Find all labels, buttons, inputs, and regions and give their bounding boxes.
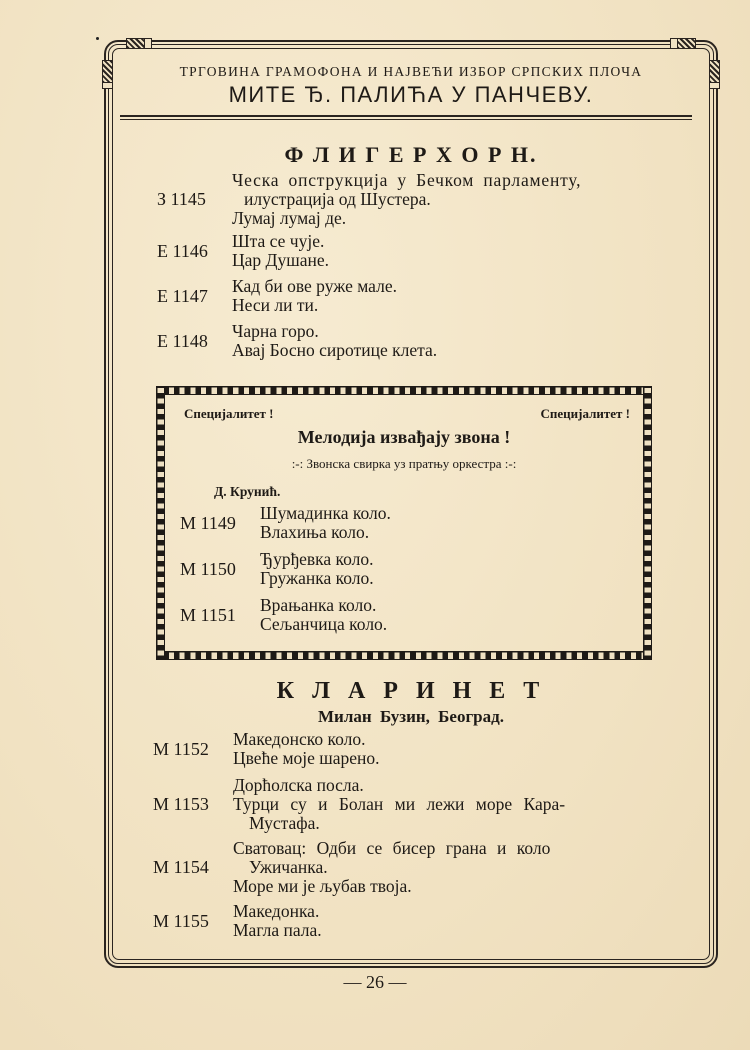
record-title: Дорћолска посла. — [233, 775, 364, 795]
header-divider-thin — [120, 119, 692, 120]
store-tagline: ТРГОВИНА ГРАМОФОНА И НАЈВЕЋИ ИЗБОР СРПСКИХ ПЛОЧА — [179, 64, 643, 79]
record-title: Неси ли ти. — [232, 295, 319, 315]
record-title: Ужичанка. — [249, 857, 328, 877]
specialty-subtitle: :-: Звонска свирка уз пратњу оркестра :-: — [291, 456, 517, 471]
square-border-icon — [156, 386, 652, 395]
record-title: Сватовац: Одби се бисер грана и коло — [233, 838, 551, 858]
record-title: Цар Душане. — [232, 250, 329, 270]
record-title: Влахиња коло. — [260, 522, 370, 542]
record-title: Ческа опструкција у Бечком парламенту, — [232, 170, 582, 190]
record-entry — [180, 550, 620, 588]
record-code: Е 1146 — [157, 240, 208, 261]
record-entry — [180, 504, 620, 542]
section-title-clarinet: К Л А Р И Н Е Т — [276, 678, 546, 704]
record-code: Е 1148 — [157, 330, 208, 351]
record-entry — [157, 277, 657, 315]
ink-speck — [96, 37, 99, 40]
record-title: Чарна горо. — [232, 321, 319, 341]
square-border-icon — [156, 651, 652, 660]
hatch-ornament-icon — [102, 60, 113, 84]
page-number: — 26 — — [343, 972, 407, 992]
flugelhorn-list — [157, 171, 657, 366]
record-entry — [153, 902, 653, 940]
record-entry — [153, 839, 653, 896]
section-title-flugelhorn: Ф Л И Г Е Р Х О Р Н. — [284, 142, 538, 167]
record-entry — [153, 776, 653, 833]
record-title: Море ми је љубав твоја. — [233, 876, 412, 896]
record-code: М 1149 — [180, 512, 236, 533]
record-code: М 1152 — [153, 738, 209, 759]
record-title: Шумадинка коло. — [260, 503, 391, 523]
record-code: М 1155 — [153, 910, 209, 931]
hatch-ornament-icon — [709, 60, 720, 84]
clarinet-list — [153, 730, 653, 946]
record-title: Кад би ове руже мале. — [232, 276, 397, 296]
record-title: Турци су и Болан ми лежи море Кара- — [233, 794, 566, 814]
record-entry — [157, 322, 657, 360]
record-title: Гружанка коло. — [260, 568, 374, 588]
record-title: Лумај лумај де. — [232, 208, 347, 228]
record-code: М 1154 — [153, 857, 209, 877]
record-title: илустрација од Шустера. — [244, 189, 431, 209]
specialty-artist: Д. Крунић. — [214, 484, 281, 499]
clarinet-artist: Милан Бузин, Београд. — [318, 707, 504, 726]
record-title: Мустафа. — [249, 813, 320, 833]
header-divider — [120, 115, 692, 117]
record-entry — [153, 730, 653, 768]
record-code: М 1150 — [180, 558, 236, 579]
record-code: М 1153 — [153, 794, 209, 814]
record-code: Е 1147 — [157, 285, 208, 306]
specialty-label-left: Специјалитет ! — [184, 406, 274, 421]
record-entry — [157, 232, 657, 270]
record-title: Ђурђевка коло. — [260, 549, 374, 569]
record-title: Магла пала. — [233, 920, 322, 940]
record-title: Македонско коло. — [233, 729, 366, 749]
record-entry — [180, 596, 620, 634]
record-title: Врањанка коло. — [260, 595, 377, 615]
record-title: Шта се чује. — [232, 231, 325, 251]
record-title: Македонка. — [233, 901, 320, 921]
record-code: З 1145 — [157, 189, 206, 209]
record-title: Авај Босно сиротице клета. — [232, 340, 438, 360]
hatch-ornament-icon — [126, 38, 146, 49]
specialty-box — [156, 386, 652, 660]
record-entry — [157, 171, 657, 228]
specialty-title: Мелодија извађају звона ! — [297, 427, 511, 447]
record-code: М 1151 — [180, 604, 236, 625]
store-header — [118, 58, 704, 108]
specialty-label-right: Специјалитет ! — [540, 406, 630, 421]
hatch-ornament-icon — [676, 38, 696, 49]
record-title: Цвеће моје шарено. — [233, 748, 380, 768]
record-title: Сељанчица коло. — [260, 614, 388, 634]
store-name: МИТЕ Ђ. ПАЛИЋА У ПАНЧЕВУ. — [228, 82, 594, 107]
specialty-list — [180, 504, 620, 640]
